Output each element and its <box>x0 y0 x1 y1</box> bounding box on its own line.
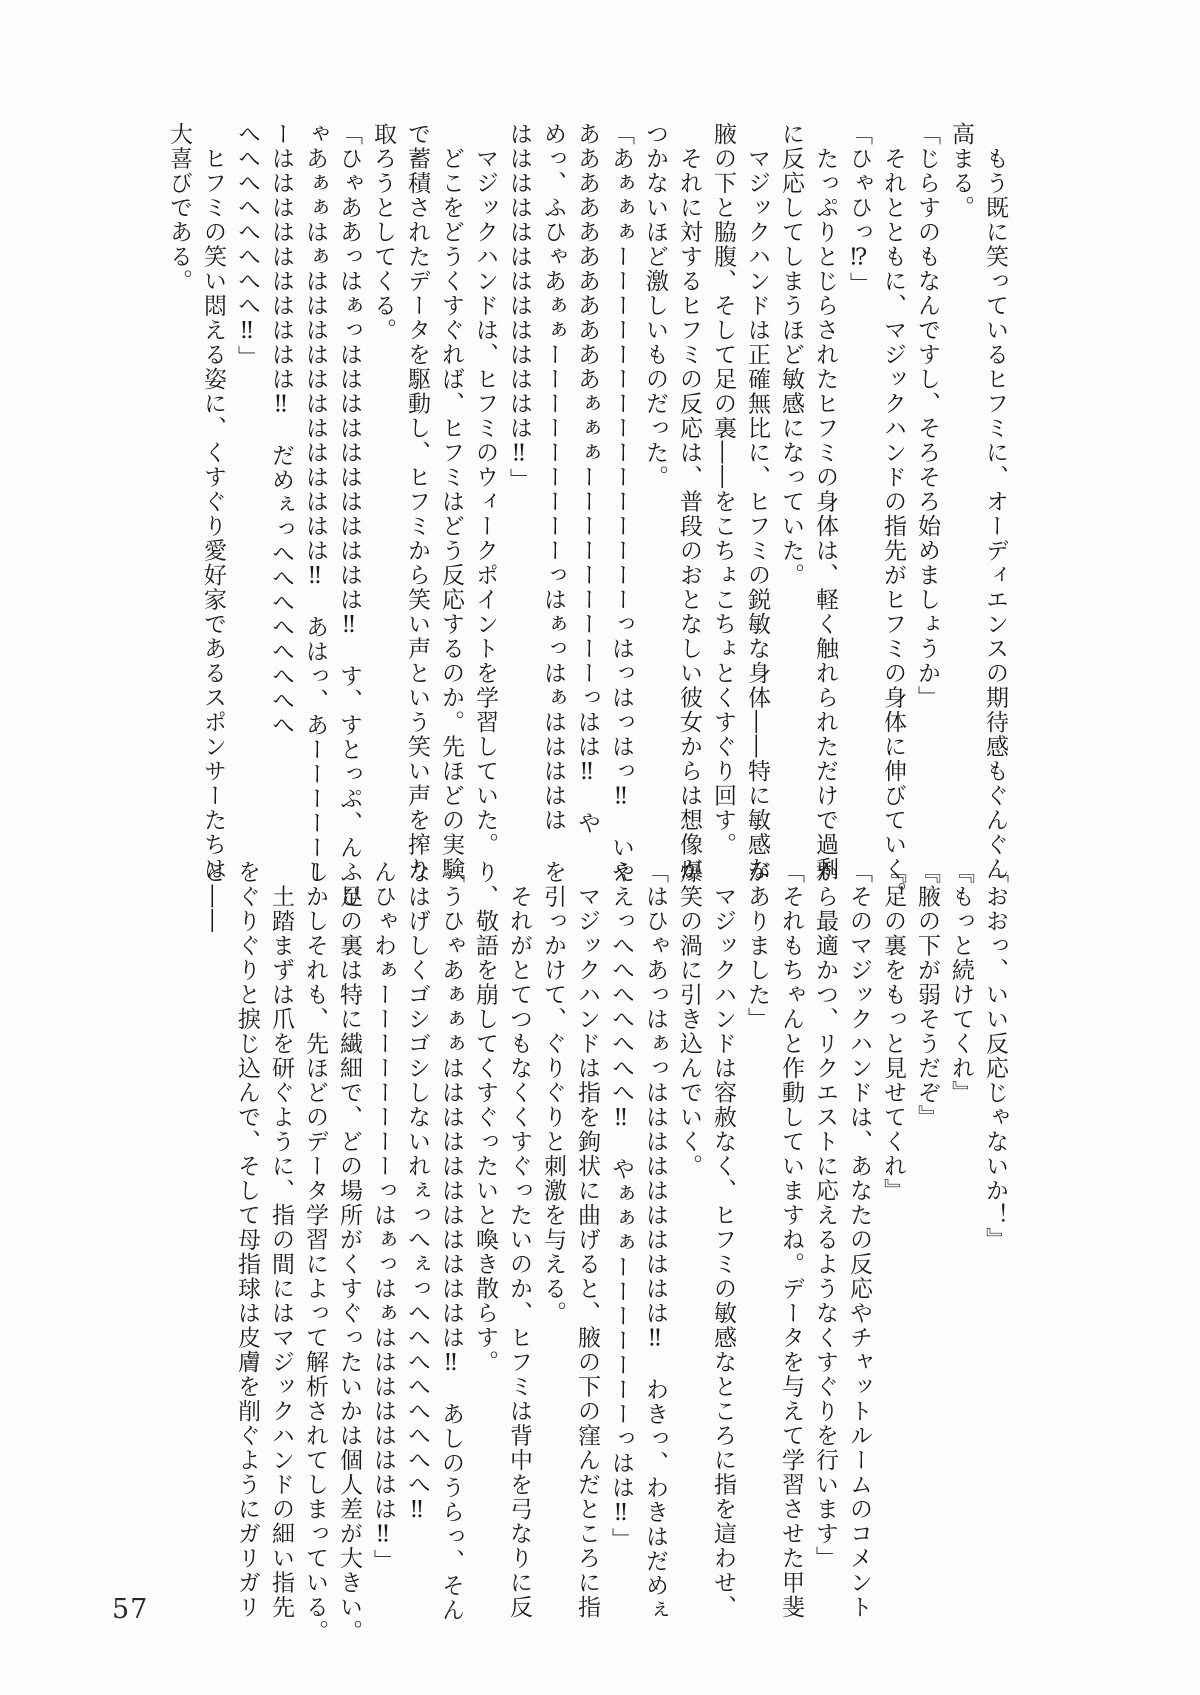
text-line: なはげしくゴシゴシしないれぇっへぇっへへへへへへへへ‼ <box>404 860 430 1525</box>
text-line: 『腋の下が弱そうだぞ』 <box>914 860 940 1130</box>
text-line: それに対するヒフミの反応は、普段のおとなしい彼女からは想像が <box>676 122 702 882</box>
text-line: ええっへへへへへへへ‼ やぁぁぁーーーーーーーっはは‼」 <box>608 860 634 1552</box>
text-line: めっ、ふひゃあぁぁーーーーーーーーーっはぁっはぁははははは <box>540 122 566 833</box>
text-line: 「うひゃあぁぁぁはははははははははははは‼ あしのうらっ、そん <box>438 860 464 1623</box>
text-line: 『足の裏をもっと見せてくれ』 <box>880 860 906 1203</box>
text-line: 高まる。 <box>948 122 974 220</box>
text-line: しかしそれも、先ほどのデータ学習によって解析されてしまっている。 <box>302 860 328 1644</box>
text-line: 「おおっ、いい反応じゃないか！』 <box>982 860 1008 1252</box>
text-line: もう既に笑っているヒフミに、オーディエンスの期待感もぐんぐん <box>982 122 1008 882</box>
text-line: 「ひゃああっはぁっははははははははははは‼ す、すとっぷ、んふひ <box>336 122 362 909</box>
text-line: ゃあぁぁはぁはははははははははははは‼ あはっ、あーーーーーー <box>302 122 328 885</box>
text-line: マジックハンドは指を鉤状に曲げると、腋の下の窪んだところに指 <box>574 860 600 1620</box>
text-line: から最適かつ、リクエストに応えるようなくすぐりを行います」 <box>812 860 838 1571</box>
text-line: と―― <box>200 860 226 934</box>
vertical-text-block-bottom <box>196 860 1012 1644</box>
text-line: たっぷりとじらされたヒフミの身体は、軽く触れられただけで過剰 <box>812 122 838 882</box>
text-line: どこをどうくすぐれば、ヒフミはどう反応するのか。先ほどの実験 <box>438 122 464 882</box>
text-line: 「それもちゃんと作動していますね。データを与えて学習させた甲斐 <box>778 860 804 1620</box>
text-line: 「はひゃあっはぁっはははははははははは‼ わきっ、わきはだめぇ <box>642 860 668 1623</box>
text-line: ーはははははははははは‼ だめぇっへへへへへへへへ <box>268 122 294 738</box>
text-line: 土踏まずは爪を研ぐように、指の間にはマジックハンドの細い指先 <box>268 860 294 1620</box>
text-line: マジックハンドは正確無比に、ヒフミの鋭敏な身体――特に敏感な <box>744 122 770 882</box>
text-line: 足の裏は特に繊細で、どの場所がくすぐったいかは個人差が大きい。 <box>336 860 362 1644</box>
text-line: ははははははははははははは‼」 <box>506 122 532 493</box>
text-line: 『もっと続けてくれ』 <box>948 860 974 1105</box>
text-line: それがとてつもなくくすぐったいのか、ヒフミは背中を弓なりに反 <box>506 860 532 1620</box>
text-line: あああああああああああぁぁぁーーーーーーーーーっはは‼ や <box>574 122 600 836</box>
text-line: んひゃわぁーーーーーーーーっはぁっはぁはははははははは‼」 <box>370 860 396 1574</box>
text-line: それとともに、マジックハンドの指先がヒフミの身体に伸びていく。 <box>880 122 906 906</box>
text-line: 「ひゃひっ⁉」 <box>846 122 872 297</box>
text-line: で蓄積されたデータを駆動し、ヒフミから笑い声という笑い声を搾り <box>404 122 430 882</box>
text-line: をぐりぐりと捩じ込んで、そして母指球は皮膚を削ぐようにガリガリ <box>234 860 260 1620</box>
text-line: に反応してしまうほど敏感になっていた。 <box>778 122 804 588</box>
text-line: つかないほど激しいものだった。 <box>642 122 668 490</box>
text-line: を引っかけて、ぐりぐりと刺激を与える。 <box>540 860 566 1326</box>
text-line: 「そのマジックハンドは、あなたの反応やチャットルームのコメント <box>846 860 872 1620</box>
page-number: 57 <box>112 1594 149 1625</box>
text-line: 「あぁぁぁーーーーーーーーーーーーーーーっはっはっはっ‼ いや <box>608 122 634 885</box>
text-line: 「じらすのもなんですし、そろそろ始めましょうか」 <box>914 122 940 710</box>
text-line: がありました」 <box>744 860 770 1032</box>
text-line: ヒフミの笑い悶える姿に、くすぐり愛好家であるスポンサーたちは <box>200 122 226 882</box>
text-line: へへへへへへへへ‼」 <box>234 122 260 370</box>
text-line: 爆笑の渦に引き込んでいく。 <box>676 860 702 1179</box>
text-line: 大喜びである。 <box>166 122 192 294</box>
vertical-text-block-top <box>162 122 1012 909</box>
text-line: 腋の下と脇腹、そして足の裏――をこちょこちょとくすぐり回す。 <box>710 122 736 857</box>
text-line: り、敬語を崩してくすぐったいと喚き散らす。 <box>472 860 498 1375</box>
text-line: 取ろうとしてくる。 <box>370 122 396 343</box>
text-line: マジックハンドは、ヒフミのウィークポイントを学習していた。 <box>472 122 498 857</box>
text-line: マジックハンドは容赦なく、ヒフミの敏感なところに指を這わせ、 <box>710 860 736 1620</box>
